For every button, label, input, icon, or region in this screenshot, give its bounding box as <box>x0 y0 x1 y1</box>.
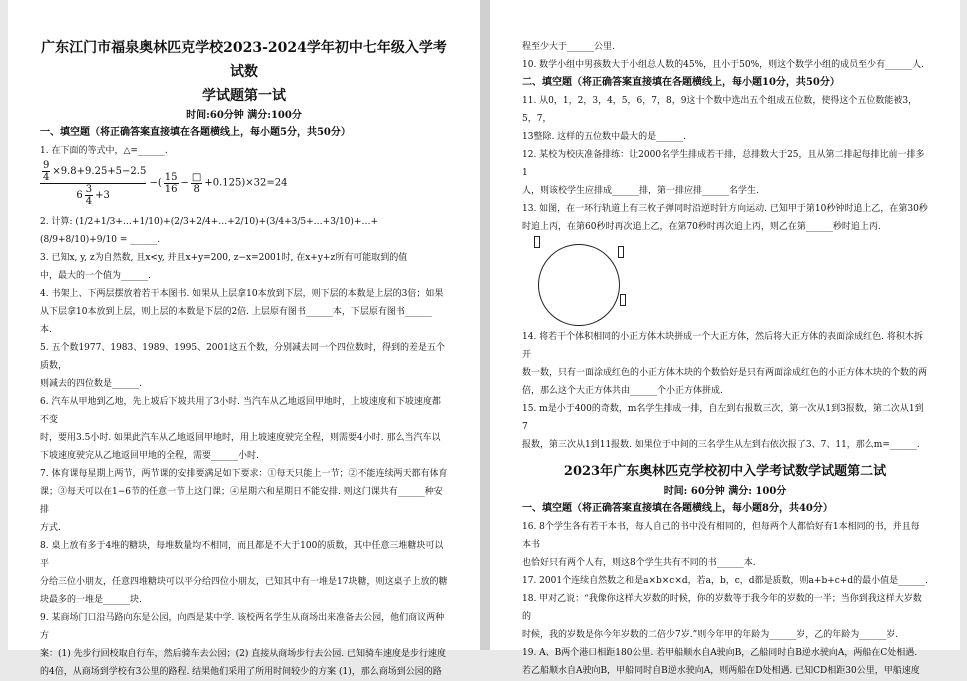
q1-frac2-den: 16 <box>164 184 178 195</box>
question-15-line1: 15. m是小于400的奇数，m名学生排成一排，自左到右报数三次，第一次从1到3报数，第二次从1到7 <box>522 404 924 432</box>
question-7-line1: 7. 体育课每星期上两节，两节课的安排要满足如下要求：①每天只能上一节；②不能连续两天都有体育 <box>40 469 448 479</box>
q1-denom: 6 <box>76 190 83 201</box>
question-1: 1. 在下面的等式中，△=______. <box>40 146 168 156</box>
q1-frac1-num: 9 <box>43 160 50 171</box>
question-14-line1: 14. 将若干个体积相同的小正方体木块拼成一个大正方体，然后将大正方体的表面涂成红色. 将积木拆开 <box>522 332 923 360</box>
exam-meta: 时间:60分钟 满分:100分 <box>186 110 302 121</box>
track-diagram <box>522 236 928 328</box>
q1-denom-frac-den: 4 <box>85 196 93 207</box>
question-15-line2: 报数，第三次从1到11报数. 如果位于中间的三名学生从左到右依次报了3、7、11，那么m=______. <box>522 440 920 450</box>
section-heading-3: 一、填空题（将正确答案直接填在各题横线上，每小题8分，共40分） <box>522 503 833 514</box>
q1-expr-left: ×9.8+9.25+5−2.5 <box>52 166 147 177</box>
question-7-line3: 方式. <box>40 523 61 533</box>
page-gap <box>480 0 490 650</box>
question-10: 10. 数学小组中男孩数大于小组总人数的45%，且小于50%，则这个数学小组的成员至少有______人. <box>522 60 925 70</box>
q1-expr-right: +0.125)×32=24 <box>204 177 288 189</box>
document-page-left <box>8 0 480 677</box>
question-9-continued: 程至少大于______公里. <box>522 42 615 52</box>
section-heading-1: 一、填空题（将正确答案直接填在各题横线上，每小题5分，共50分） <box>40 127 351 138</box>
bullet-marker-2 <box>618 246 624 258</box>
q1-denom-rest: +3 <box>95 190 110 201</box>
question-9-line2: 案：(1) 先步行回校取自行车，然后骑车去公园；(2) 直接从商场步行去公园. 已知骑车速度是步行速度 <box>40 649 446 659</box>
question-6-line1: 6. 汽车从甲地到乙地，先上坡后下坡共用了3小时. 当汽车从乙地返回甲地时，上坡速度和下坡速度都不变 <box>40 397 441 425</box>
question-4-line1: 4. 书架上、下两层摆放着若干本图书. 如果从上层拿10本放到下层，则下层的本数是上层的3倍；如果 <box>40 289 444 299</box>
question-1-expression: $\frac{9}{4}$ ×9.8+9.25+5−2.5 6 $\frac{3}{4}$ +3 −( $\frac{15}{16}$ − $\frac{□}{8}$ +0.125)×32=24 <box>40 160 448 207</box>
q1-frac2-num: 15 <box>164 172 178 183</box>
question-13-line2: 时追上丙，在第60秒时再次追上乙，在第70秒时再次追上丙，则乙在第______秒时追上丙. <box>522 222 881 232</box>
question-2-label: 2. 计算: <box>40 217 73 227</box>
question-18-line1: 18. 甲对乙说：“我像你这样大岁数的时候，你的岁数等于我今年的岁数的一半；当你到我这样大岁数的 <box>522 594 922 622</box>
question-9-line1: 9. 某商场门口沿马路向东是公园，向西是某中学. 该校两名学生从商场出来准备去公园，他们商议两种方 <box>40 613 445 641</box>
q1-frac3-num: □ <box>191 172 202 183</box>
question-5-line2: 则减去的四位数是______. <box>40 379 142 389</box>
question-17: 17. 2001个连续自然数之和是a×b×c×d，若a，b，c，d都是质数，则a+b+c+d的最小值是______. <box>522 576 928 586</box>
question-12-line1: 12. 某校为校庆准备排练：让2000名学生排成若干排，总排数大于25，且从第二排起每排比前一排多1 <box>522 150 925 178</box>
question-11-line2: 13整除. 这样的五位数中最大的是______. <box>522 132 687 142</box>
question-4-line3: 本. <box>40 325 52 335</box>
question-7-line2: 课；③每天可以在1−6节的任意一节上这门课；④星期六和星期日不能安排. 则这门课共有______种安排 <box>40 487 443 515</box>
question-5-line1: 5. 五个数1977、1983、1989、1995、2001这五个数，分别减去同一个四位数时，得到的差是五个质数， <box>40 343 445 371</box>
question-16-line1: 16. 8个学生各有若干本书，每人自己的书中没有相同的，但每两个人都恰好有1本相同的书，并且每本书 <box>522 522 920 550</box>
question-14-line2: 数一数，只有一面涂成红色的小正方体木块的个数恰好是只有两面涂成红色的小正方体木块的个数的两 <box>522 368 928 378</box>
question-4-line2: 从下层拿10本放到上层，则上层的本数是下层的2倍. 上层原有图书______本，下层原有图书______ <box>40 307 432 317</box>
question-18-line2: 时候，我的岁数是你今年岁数的二倍少7岁.”则今年甲的年龄为______岁，乙的年龄为______岁. <box>522 630 899 640</box>
circular-track <box>538 244 620 326</box>
question-6-line3: 下坡速度驶完从乙地返回甲地的全程，需要______小时. <box>40 451 259 461</box>
question-19-line2: 若乙船顺水自A驶向B，甲船同时自B逆水驶向A，则两船在D处相遇. 已知CD相距30公里，甲船速度 <box>522 666 920 676</box>
question-19-line1: 19. A、B两个港口相距180公里. 若甲船顺水自A驶向B，乙船同时自B逆水驶向A，两船在C处相遇. <box>522 648 918 658</box>
question-11-line1: 11. 从0，1，2，3，4，5，6，7，8，9这十个数中选出五个组成五位数，使得这个五位数能被3，5，7， <box>522 96 918 124</box>
question-14-line3: 倍，那么这个大正方体共由______个小正方体拼成. <box>522 386 723 396</box>
bullet-marker-1 <box>534 236 540 248</box>
question-6-line2: 时，要用3.5小时. 如果此汽车从乙地返回甲地时，用上坡速度驶完全程，则需要4小时. 那么当汽车以 <box>40 433 441 443</box>
q1-frac1-den: 4 <box>43 172 50 183</box>
question-13-line1: 13. 如图，在一环行轨道上有三枚子弹同时沿逆时针方向运动. 已知甲于第10秒钟时追上乙，在第30秒 <box>522 204 928 214</box>
question-12-line2: 人，则该校学生应排成______排，第一排应排______名学生. <box>522 186 759 196</box>
question-8-line2: 分给三位小朋友，任意四堆糖块可以平分给四位小朋友，已知其中有一堆是17块糖，则这桌子上放的糖 <box>40 577 448 587</box>
question-2-expression: (1/2+1/3+…+1/10)+(2/3+2/4+…+2/10)+(3/4+3/5+…+3/10)+…+(8/9+8/10)+9/10 = ______. <box>40 217 378 245</box>
question-8-line3: 块最多的一堆是______块. <box>40 595 142 605</box>
question-3-line1: 3. 已知x, y, z为自然数, 且x<y, 并且x+y=200, z−x=2001时, 在x+y+z所有可能取到的值 <box>40 253 408 263</box>
question-3-line2: 中，最大的一个值为______. <box>40 271 151 281</box>
question-16-line2: 也恰好只有两个人有，则这8个学生共有不同的书______本. <box>522 558 756 568</box>
exam-title-2: 2023年广东奥林匹克学校初中入学考试数学试题第二试 <box>563 464 887 479</box>
document-page-right <box>490 0 960 676</box>
exam-title-line1: 广东江门市福泉奥林匹克学校2023-2024学年初中七年级入学考试数 <box>41 40 447 80</box>
q1-denom-frac-num: 3 <box>85 184 93 195</box>
exam-title-line2: 学试题第一试 <box>202 88 286 104</box>
section-heading-2: 二、填空题（将正确答案直接填在各题横线上，每小题10分，共50分） <box>522 77 840 88</box>
q1-frac3-den: 8 <box>193 184 200 195</box>
exam-meta-2: 时间: 60分钟 满分: 100分 <box>663 486 787 497</box>
question-8-line1: 8. 桌上放有多于4堆的糖块，每堆数量均不相同，而且都是不大于100的质数，其中任意三堆糖块可以平 <box>40 541 444 569</box>
question-9-line3: 的4倍，从商场到学校有3公里的路程. 结果他们采用了所用时间较少的方案 (1)，那么商场到公园的路 <box>40 667 442 677</box>
bullet-marker-3 <box>620 294 626 306</box>
